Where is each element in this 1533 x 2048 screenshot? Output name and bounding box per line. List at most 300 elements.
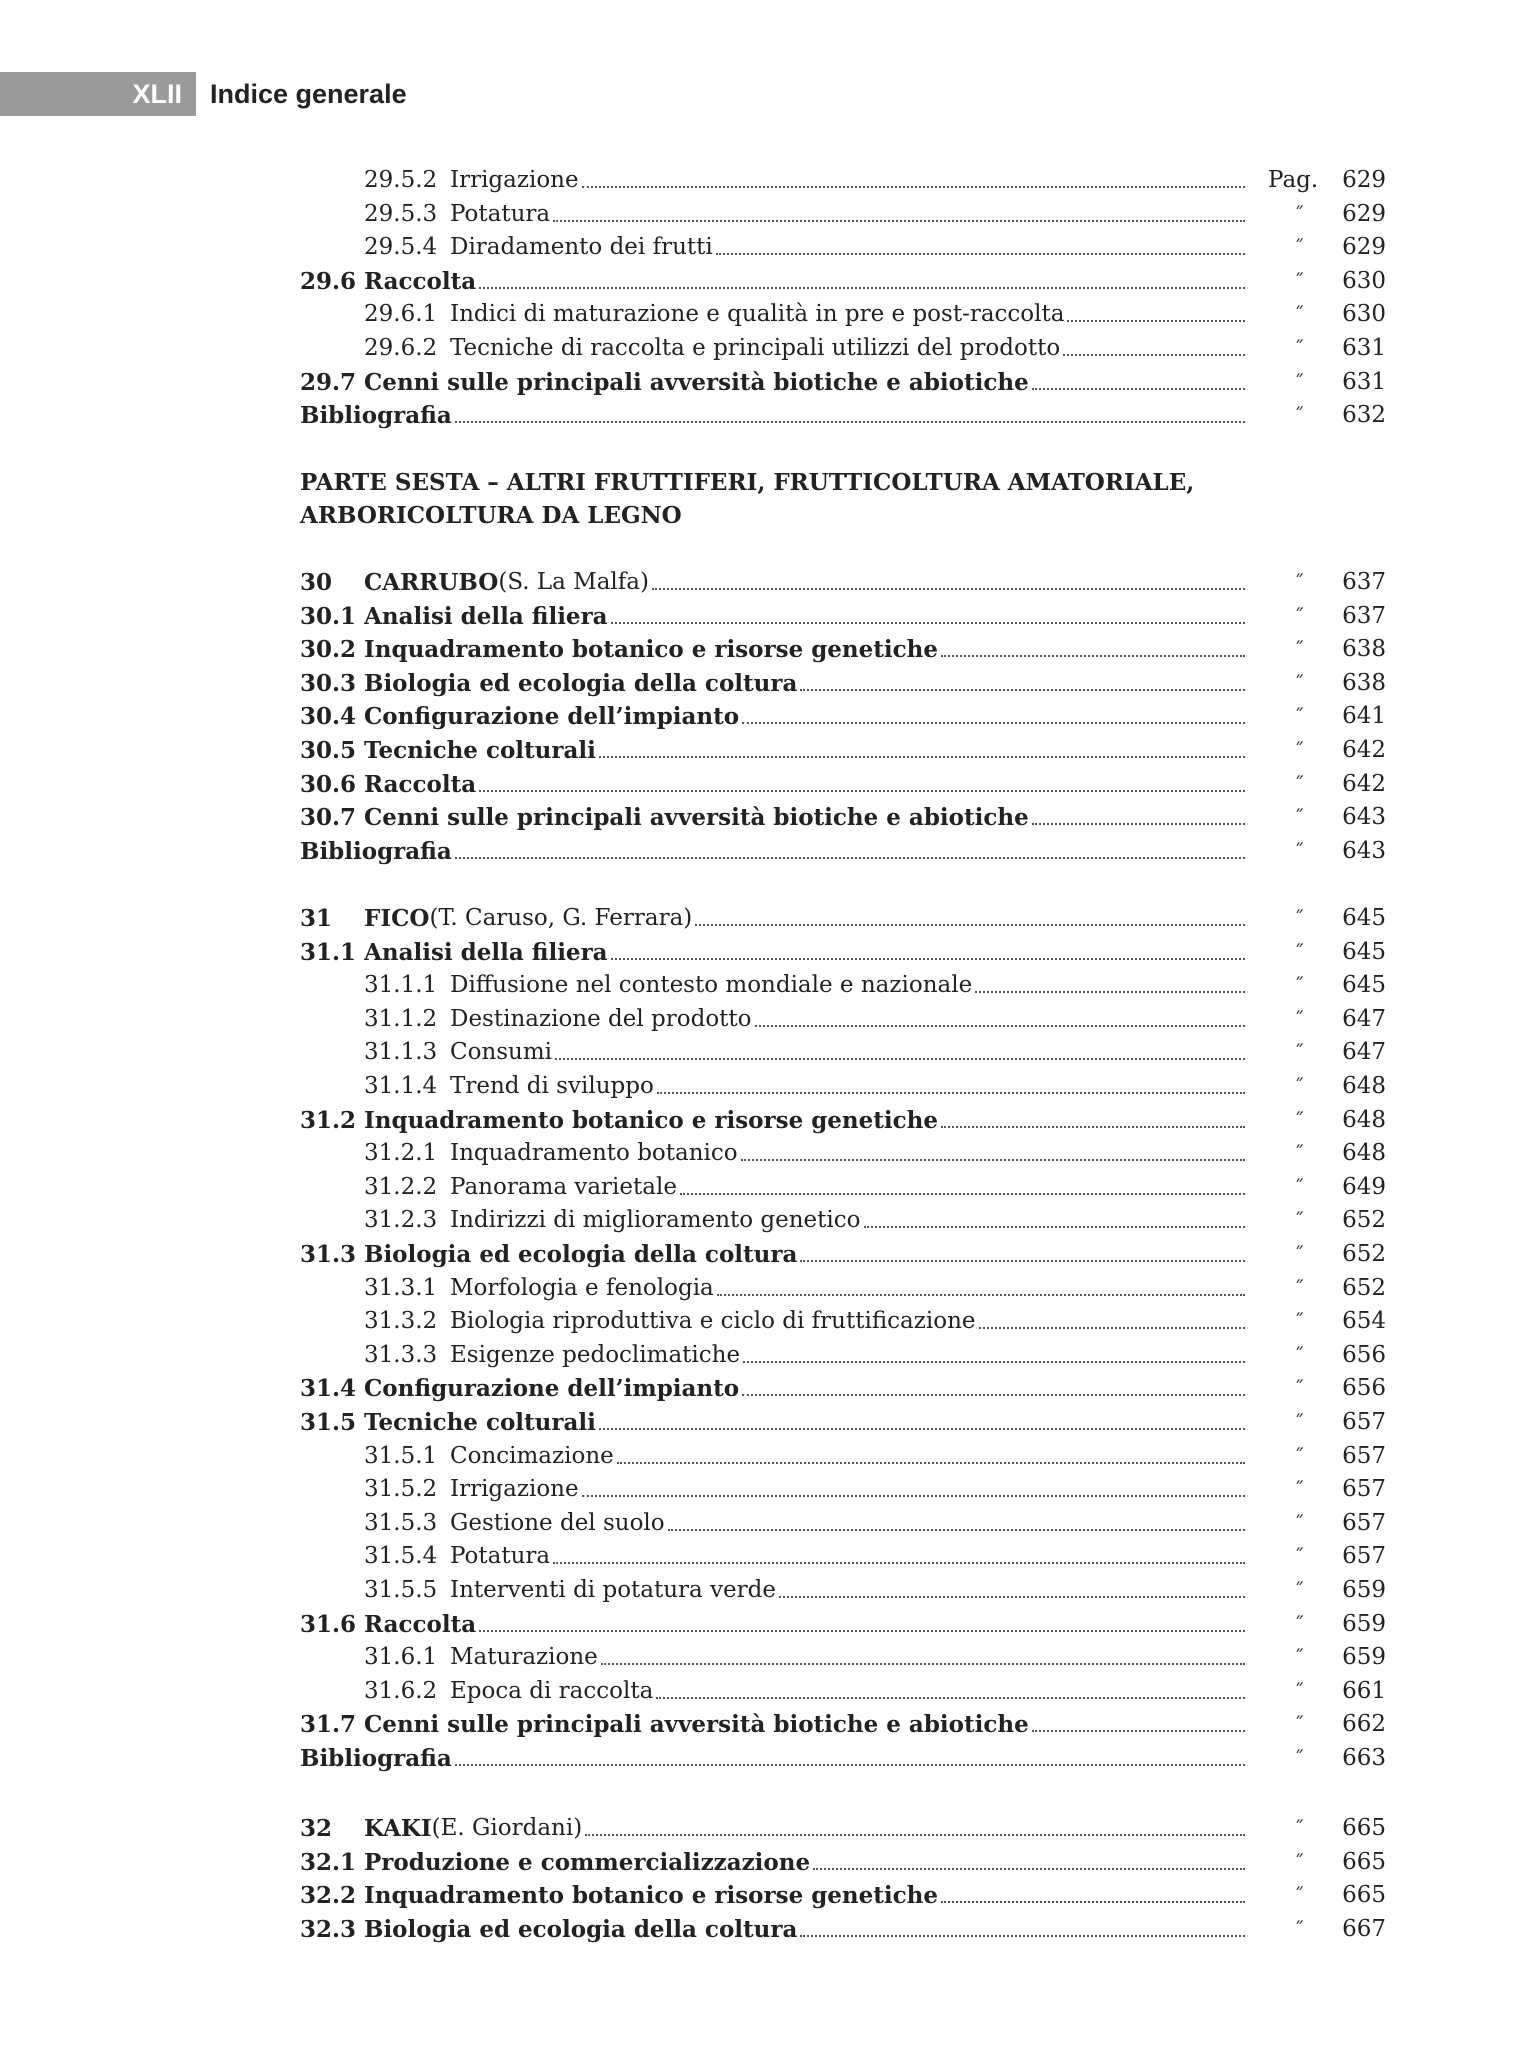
entry-title-text: Analisi della filiera — [364, 938, 608, 966]
ditto-mark: ˝ — [1294, 1746, 1304, 1770]
page-number-cell: 665 — [1342, 1882, 1386, 1909]
dot-leader — [1067, 298, 1245, 322]
toc-entry — [0, 1070, 1533, 1103]
toc-entry — [0, 1846, 1533, 1879]
entry-title-text: Bibliografia — [300, 1745, 452, 1772]
ditto-mark: ˝ — [1294, 603, 1304, 628]
entry-title — [364, 1104, 1245, 1137]
page-number-cell: 631 — [1342, 368, 1386, 395]
page-number-cell: 637 — [1342, 569, 1386, 595]
dot-leader — [585, 1812, 1245, 1836]
entry-title — [364, 667, 1245, 700]
dot-leader — [611, 936, 1245, 960]
entry-title — [364, 801, 1245, 834]
ditto-mark: ˝ — [1294, 1816, 1304, 1840]
entry-number: 31.3.2 — [364, 1308, 438, 1335]
page-number-cell: 665 — [1342, 1815, 1386, 1841]
page-number-cell: 647 — [1342, 1039, 1386, 1066]
entry-title-text: Tecniche colturali — [364, 1409, 596, 1436]
entry-number: 31.2.1 — [364, 1140, 438, 1167]
entry-number: 31.6.1 — [364, 1644, 438, 1671]
dot-leader — [941, 1104, 1245, 1128]
running-title: Indice generale — [210, 78, 407, 109]
entry-title-text: Irrigazione — [450, 1476, 579, 1503]
ditto-mark: ˝ — [1294, 1107, 1304, 1132]
ditto-mark: ˝ — [1294, 838, 1304, 863]
dot-leader — [611, 600, 1245, 624]
entry-title-text: Interventi di potatura verde — [450, 1577, 776, 1603]
ditto-mark: ˝ — [1294, 1141, 1304, 1166]
ditto-mark: ˝ — [1294, 973, 1304, 998]
ditto-mark: ˝ — [1294, 1410, 1304, 1434]
entry-number: 31.1 — [300, 938, 357, 966]
ditto-mark: ˝ — [1294, 235, 1304, 260]
dot-leader — [1032, 801, 1245, 825]
dot-leader — [1032, 366, 1245, 390]
dot-leader — [582, 1473, 1245, 1497]
toc-entry — [0, 835, 1533, 868]
ditto-mark: ˝ — [1294, 1883, 1304, 1908]
entry-title-text: Inquadramento botanico e risorse genetiche — [364, 636, 939, 664]
entry-number: 31.4 — [300, 1375, 357, 1403]
ditto-mark: ˝ — [1294, 1645, 1304, 1670]
toc-entry — [0, 231, 1533, 264]
dot-leader — [455, 399, 1245, 423]
page-number-cell: 662 — [1342, 1711, 1386, 1738]
entry-number: 30.3 — [300, 669, 357, 697]
entry-number: 31.1.1 — [364, 972, 438, 999]
entry-title-text: Cenni sulle principali avversità biotiche e abiotiche — [364, 368, 1029, 396]
entry-number: 31.3 — [300, 1241, 357, 1268]
page-number-cell: 659 — [1342, 1610, 1386, 1637]
entry-title-text: Raccolta — [364, 267, 477, 295]
entry-number: 31.1.4 — [364, 1073, 438, 1099]
page-number-cell: 647 — [1342, 1005, 1386, 1032]
ditto-mark: ˝ — [1294, 1309, 1304, 1334]
dot-leader — [599, 734, 1245, 758]
entry-title-text: Bibliografia — [300, 402, 452, 430]
ditto-mark: ˝ — [1294, 1916, 1304, 1941]
entry-title — [450, 164, 1245, 197]
entry-title — [450, 332, 1245, 365]
toc-entry — [0, 1641, 1533, 1674]
page-number-cell: 648 — [1342, 1106, 1386, 1133]
entry-title-text: Analisi della filiera — [364, 602, 608, 630]
page-header — [0, 72, 407, 116]
page-number-cell: 642 — [1342, 770, 1386, 797]
entry-title — [450, 1574, 1245, 1607]
entry-number: 30.5 — [300, 737, 357, 764]
entry-number: 29.5.2 — [364, 167, 438, 193]
entry-title — [364, 1879, 1245, 1912]
toc-entry — [0, 1879, 1533, 1912]
entry-number: 30.4 — [300, 703, 357, 731]
entry-title — [450, 1204, 1245, 1237]
toc-entry — [0, 399, 1533, 432]
toc-entry — [0, 298, 1533, 331]
dot-leader — [864, 1204, 1246, 1228]
page-number-cell: 637 — [1342, 602, 1386, 629]
entry-title — [364, 265, 1245, 298]
ditto-mark: ˝ — [1294, 771, 1304, 796]
page-number-cell: 630 — [1342, 267, 1386, 294]
entry-number: 32 — [300, 1815, 333, 1842]
page-number-cell: 629 — [1342, 234, 1386, 261]
entry-title-text: Biologia ed ecologia della coltura — [364, 1241, 798, 1268]
entry-title — [364, 1406, 1245, 1439]
entry-number: 31.6 — [300, 1610, 357, 1638]
entry-title — [364, 1608, 1245, 1641]
dot-leader — [779, 1574, 1245, 1598]
toc-entry — [0, 332, 1533, 365]
entry-title-text: Esigenze pedoclimatiche — [450, 1341, 741, 1368]
ditto-mark: ˝ — [1294, 1477, 1304, 1502]
entry-title-text: Cenni sulle principali avversità biotiche e abiotiche — [364, 804, 1029, 832]
entry-title — [364, 700, 1245, 733]
page-number-cell: 643 — [1342, 837, 1386, 864]
toc-entry — [0, 1339, 1533, 1372]
entry-title — [450, 198, 1245, 231]
entry-number: 30.2 — [300, 636, 357, 664]
entry-title — [450, 1036, 1245, 1069]
page-number-cell: 657 — [1342, 1543, 1386, 1570]
ditto-mark: ˝ — [1294, 1208, 1304, 1233]
entry-number: 29.5.3 — [364, 200, 438, 227]
part-heading-line-1: PARTE SESTA – ALTRI FRUTTIFERI, FRUTTICOLTURA AMATORIALE, — [300, 469, 1195, 496]
dot-leader — [742, 700, 1245, 724]
toc-entry — [0, 198, 1533, 231]
toc-entry — [0, 164, 1533, 197]
entry-number: 31.1.3 — [364, 1039, 438, 1066]
ditto-mark: ˝ — [1294, 1849, 1304, 1874]
page-number-cell: 629 — [1342, 200, 1386, 227]
entry-number: 30.6 — [300, 770, 357, 798]
dot-leader — [555, 1036, 1245, 1060]
toc-entry — [0, 600, 1533, 633]
page-number-cell: 652 — [1342, 1241, 1386, 1267]
toc-entry — [0, 1104, 1533, 1137]
entry-title-text: KAKI — [364, 1815, 432, 1842]
page-number-cell: 657 — [1342, 1476, 1386, 1503]
entry-number: 31.5.2 — [364, 1476, 438, 1503]
entry-title — [364, 366, 1245, 399]
entry-title-text: Morfologia e fenologia — [450, 1274, 714, 1301]
entry-title — [364, 734, 1245, 767]
dot-leader — [601, 1641, 1245, 1665]
entry-title — [364, 936, 1245, 969]
entry-number: 31.5.3 — [364, 1509, 438, 1536]
entry-title-text: Irrigazione — [450, 167, 579, 193]
page-number-cell: 630 — [1342, 301, 1386, 328]
entry-title-text: Potatura — [450, 200, 551, 227]
entry-title-text: CARRUBO — [364, 569, 499, 596]
dot-leader — [813, 1846, 1245, 1870]
dot-leader — [617, 1440, 1245, 1464]
entry-number: 29.5.4 — [364, 234, 438, 261]
ditto-mark: ˝ — [1294, 570, 1304, 594]
toc-entry — [0, 768, 1533, 801]
ditto-mark: ˝ — [1294, 805, 1304, 830]
toc-entry — [0, 902, 1533, 935]
toc-entry — [0, 1708, 1533, 1741]
entry-title-text: Panorama varietale — [450, 1173, 677, 1200]
ditto-mark: ˝ — [1294, 268, 1304, 293]
entry-title — [450, 231, 1245, 264]
entry-title — [450, 298, 1245, 331]
dot-leader — [743, 1339, 1245, 1363]
page-number-cell: 638 — [1342, 669, 1386, 696]
entry-number: 31.5.5 — [364, 1577, 438, 1603]
ditto-mark: ˝ — [1294, 1578, 1304, 1602]
toc-entry — [0, 1812, 1533, 1845]
toc-entry — [0, 1171, 1533, 1204]
entry-number: 30.7 — [300, 804, 357, 832]
toc-entry — [0, 1036, 1533, 1069]
toc-entry — [0, 1204, 1533, 1237]
dot-leader — [717, 1272, 1245, 1296]
entry-title-text: Raccolta — [364, 1610, 477, 1638]
entry-title — [300, 399, 1245, 432]
entry-title — [450, 1339, 1245, 1372]
entry-title — [364, 1372, 1245, 1405]
dot-leader — [656, 1675, 1245, 1699]
toc-entry — [0, 1372, 1533, 1405]
dot-leader — [599, 1406, 1245, 1430]
entry-number: 31.1.2 — [364, 1005, 438, 1032]
ditto-mark: ˝ — [1294, 906, 1304, 930]
page-number-cell: 656 — [1342, 1375, 1386, 1402]
ditto-mark: ˝ — [1294, 369, 1304, 394]
ditto-mark: ˝ — [1294, 1074, 1304, 1098]
entry-number: 29.6.2 — [364, 335, 438, 361]
ditto-mark: ˝ — [1294, 738, 1304, 762]
ditto-mark: ˝ — [1294, 704, 1304, 729]
entry-title — [300, 1742, 1245, 1775]
entry-title — [450, 1272, 1245, 1305]
page-number-cell: 663 — [1342, 1745, 1386, 1771]
page-number-cell: 667 — [1342, 1915, 1386, 1942]
page-number-cell: 642 — [1342, 737, 1386, 763]
toc-entry — [0, 667, 1533, 700]
entry-title — [450, 1540, 1245, 1573]
page-number-cell: 657 — [1342, 1442, 1386, 1469]
toc-entry — [0, 936, 1533, 969]
entry-title-text: FICO — [364, 905, 430, 932]
page-number-cell: 659 — [1342, 1577, 1386, 1603]
dot-leader — [680, 1171, 1245, 1195]
dot-leader — [755, 1003, 1245, 1027]
dot-leader — [741, 1137, 1245, 1161]
page-number-cell: 645 — [1342, 972, 1386, 999]
dot-leader — [979, 1305, 1245, 1329]
page-number-cell: 629 — [1342, 167, 1386, 193]
page-number-cell: 654 — [1342, 1308, 1386, 1335]
toc-entry — [0, 969, 1533, 1002]
entry-number: 31.2.2 — [364, 1173, 438, 1200]
ditto-mark: ˝ — [1294, 939, 1304, 964]
dot-leader — [800, 667, 1245, 691]
page-number-cell: 645 — [1342, 905, 1386, 931]
entry-title — [364, 1913, 1245, 1946]
entry-title-text: Bibliografia — [300, 837, 452, 865]
entry-author: (S. La Malfa) — [498, 569, 649, 595]
pag-label: Pag. — [1268, 167, 1319, 193]
entry-number: 31.2 — [300, 1106, 357, 1134]
entry-title — [450, 1305, 1245, 1338]
page-number-cell: 645 — [1342, 938, 1386, 965]
ditto-mark: ˝ — [1294, 670, 1304, 695]
entry-number: 30 — [300, 569, 333, 596]
ditto-mark: ˝ — [1294, 1544, 1304, 1569]
toc-entry — [0, 1272, 1533, 1305]
entry-title-text: Destinazione del prodotto — [450, 1005, 752, 1032]
entry-title-text: Diradamento dei frutti — [450, 234, 713, 261]
dot-leader — [455, 1742, 1245, 1766]
toc-entry — [0, 566, 1533, 599]
ditto-mark: ˝ — [1294, 1611, 1304, 1636]
dot-leader — [695, 902, 1245, 926]
entry-title-text: Tecniche colturali — [364, 737, 596, 764]
toc-entry — [0, 1440, 1533, 1473]
dot-leader — [479, 1608, 1245, 1632]
toc-entry — [0, 1913, 1533, 1946]
ditto-mark: ˝ — [1294, 1006, 1304, 1031]
entry-title-text: Inquadramento botanico e risorse genetiche — [364, 1106, 939, 1134]
dot-leader — [941, 1879, 1245, 1903]
entry-title — [450, 1137, 1245, 1170]
entry-title — [364, 1812, 1245, 1845]
toc-entry — [0, 1137, 1533, 1170]
entry-title — [364, 600, 1245, 633]
entry-title — [364, 566, 1245, 599]
entry-title-text: Tecniche di raccolta e principali utilizzi del prodotto — [450, 335, 1061, 361]
entry-title — [300, 835, 1245, 868]
dot-leader — [800, 1238, 1245, 1262]
ditto-mark: ˝ — [1294, 1275, 1304, 1300]
entry-title — [450, 1070, 1245, 1103]
page-number-cell: 649 — [1342, 1173, 1386, 1200]
entry-number: 31.7 — [300, 1711, 357, 1739]
page-number-cell: 652 — [1342, 1274, 1386, 1301]
ditto-mark: ˝ — [1294, 1376, 1304, 1401]
page-number-cell: 661 — [1342, 1677, 1386, 1704]
ditto-mark: ˝ — [1294, 302, 1304, 327]
ditto-mark: ˝ — [1294, 637, 1304, 662]
entry-number: 31.5.1 — [364, 1442, 438, 1469]
dot-leader — [455, 835, 1245, 859]
entry-title-text: Biologia ed ecologia della coltura — [364, 1915, 798, 1943]
toc-entry — [0, 700, 1533, 733]
page-number-cell: 657 — [1342, 1409, 1386, 1435]
entry-title — [364, 1238, 1245, 1271]
page-number-cell: 665 — [1342, 1848, 1386, 1875]
toc-entry — [0, 1608, 1533, 1641]
dot-leader — [553, 1540, 1245, 1564]
part-heading-line-2: ARBORICOLTURA DA LEGNO — [300, 502, 682, 529]
dot-leader — [668, 1507, 1245, 1531]
page-number: XLII — [0, 72, 196, 116]
dot-leader — [800, 1913, 1245, 1937]
entry-number: 31.5.4 — [364, 1543, 438, 1570]
ditto-mark: ˝ — [1294, 1443, 1304, 1468]
entry-number: 31.6.2 — [364, 1677, 438, 1704]
entry-number: 30.1 — [300, 602, 357, 630]
page-number-cell: 656 — [1342, 1341, 1386, 1368]
entry-title-text: Inquadramento botanico — [450, 1140, 738, 1167]
entry-title-text: Inquadramento botanico e risorse genetiche — [364, 1882, 939, 1910]
toc-entry — [0, 1406, 1533, 1439]
dot-leader — [941, 633, 1245, 657]
page-number-cell: 648 — [1342, 1140, 1386, 1167]
page-number-cell: 638 — [1342, 636, 1386, 663]
page-number-cell: 631 — [1342, 335, 1386, 361]
entry-number: 31.3.3 — [364, 1341, 438, 1368]
dot-leader — [582, 164, 1245, 188]
page-number-cell: 632 — [1342, 402, 1386, 429]
dot-leader — [479, 265, 1245, 289]
entry-title-text: Diffusione nel contesto mondiale e nazionale — [450, 972, 973, 999]
entry-title-text: Indirizzi di miglioramento genetico — [450, 1207, 861, 1234]
entry-number: 32.2 — [300, 1882, 357, 1910]
entry-title-text: Indici di maturazione e qualità in pre e post-raccolta — [450, 301, 1065, 328]
entry-title-text: Configurazione dell’impianto — [364, 1375, 740, 1403]
toc-entry — [0, 1473, 1533, 1506]
entry-title — [364, 1846, 1245, 1879]
entry-number: 31.3.1 — [364, 1274, 438, 1301]
entry-number: 29.6.1 — [364, 301, 438, 328]
entry-title — [450, 1473, 1245, 1506]
toc-entry — [0, 633, 1533, 666]
entry-title — [364, 902, 1245, 935]
toc-entry — [0, 734, 1533, 767]
page-number-cell: 641 — [1342, 703, 1386, 730]
dot-leader — [479, 768, 1245, 792]
entry-title — [364, 1708, 1245, 1741]
entry-title — [450, 969, 1245, 1002]
page-number-cell: 643 — [1342, 804, 1386, 831]
ditto-mark: ˝ — [1294, 1040, 1304, 1065]
entry-title-text: Consumi — [450, 1039, 553, 1066]
entry-title — [364, 633, 1245, 666]
entry-number: 31.2.3 — [364, 1207, 438, 1234]
entry-title — [450, 1675, 1245, 1708]
toc-entry — [0, 1003, 1533, 1036]
entry-title-text: Gestione del suolo — [450, 1509, 665, 1536]
ditto-mark: ˝ — [1294, 1510, 1304, 1535]
ditto-mark: ˝ — [1294, 1174, 1304, 1199]
ditto-mark: ˝ — [1294, 336, 1304, 360]
page-number-cell: 657 — [1342, 1509, 1386, 1536]
toc-entry — [0, 1238, 1533, 1271]
entry-title — [450, 1641, 1245, 1674]
entry-number: 29.6 — [300, 267, 357, 295]
page-number-cell: 648 — [1342, 1073, 1386, 1099]
dot-leader — [657, 1070, 1245, 1094]
entry-author: (E. Giordani) — [431, 1815, 583, 1841]
entry-title-text: Cenni sulle principali avversità biotiche e abiotiche — [364, 1711, 1029, 1739]
ditto-mark: ˝ — [1294, 403, 1304, 428]
toc-entry — [0, 1507, 1533, 1540]
dot-leader — [1032, 1708, 1245, 1732]
entry-number: 31 — [300, 905, 333, 932]
page-number-cell: 659 — [1342, 1644, 1386, 1671]
entry-title-text: Potatura — [450, 1543, 551, 1570]
toc-entry — [0, 1305, 1533, 1338]
entry-number: 32.1 — [300, 1848, 357, 1876]
entry-number: 29.7 — [300, 368, 357, 396]
entry-title — [450, 1440, 1245, 1473]
entry-title-text: Trend di sviluppo — [450, 1073, 654, 1099]
